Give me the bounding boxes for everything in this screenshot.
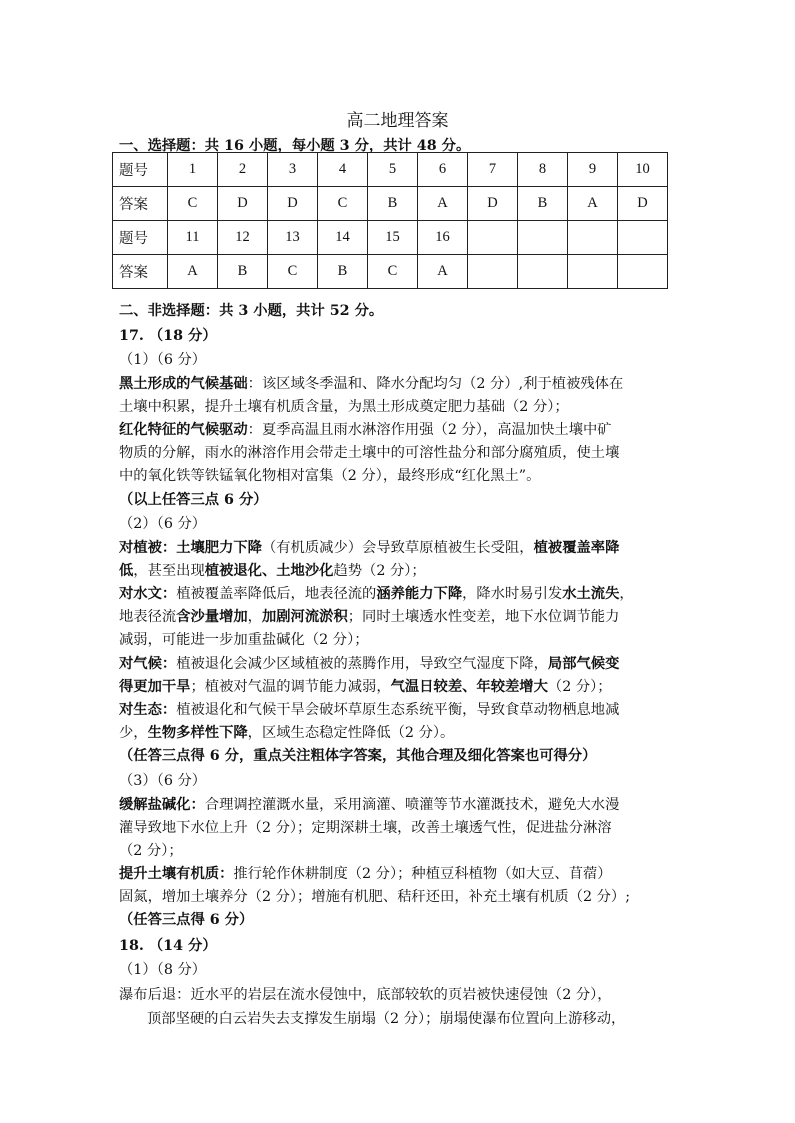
answer-table-cell: D (618, 187, 668, 221)
q17-c1-line3: （2 分）； (119, 843, 183, 859)
answer-table-cell: D (468, 187, 518, 221)
answer-table-cell: 1 (168, 153, 218, 187)
q17-part1-heading: （1）（6 分） (119, 352, 207, 368)
answer-table-cell: A (168, 255, 218, 289)
answer-table-cell: 5 (368, 153, 418, 187)
q17-c1-line2: 灌导致地下水位上升（2 分）；定期深耕土壤，改善土壤透气性，促进盐分淋溶 (119, 820, 612, 836)
answer-table-cell: C (168, 187, 218, 221)
q17-a2-label: 红化特征的气候驱动 (119, 422, 248, 438)
section-1-heading: 一、选择题：共 16 小题，每小题 3 分，共计 48 分。 (119, 138, 471, 154)
answer-table-cell (518, 221, 568, 255)
answer-table-cell: B (218, 255, 268, 289)
q17-note1: （以上任答三点 6 分） (119, 492, 268, 508)
q17-part3-heading: （3）（6 分） (119, 773, 207, 789)
answer-table-cell: 10 (618, 153, 668, 187)
answer-table-cell (618, 255, 668, 289)
q17-b2-line1: 对水文：植被覆盖率降低后，地表径流的涵养能力下降，降水时易引发水土流失， (119, 586, 634, 602)
q17-c1-line1: 缓解盐碱化：合理调控灌溉水量，采用滴灌、喷灌等节水灌溉技术，避免大水漫 (119, 797, 620, 813)
answer-table-cell: A (418, 255, 468, 289)
answer-table-cell: 2 (218, 153, 268, 187)
q17-b4-line2: 少，生物多样性下降，区域生态稳定性降低（2 分）。 (119, 725, 455, 741)
section-2-heading: 二、非选择题：共 3 小题，共计 52 分。 (119, 303, 384, 319)
answer-table-header-cell: 答案 (113, 187, 168, 221)
answer-table-cell: C (368, 255, 418, 289)
q17-b4-line1: 对生态：植被退化和气候干旱会破坏草原生态系统平衡，导致食草动物栖息地减 (119, 702, 620, 718)
q17-b3-line1: 对气候：植被退化会减少区域植被的蒸腾作用，导致空气湿度下降，局部气候变 (119, 656, 620, 672)
answer-table-cell: B (518, 187, 568, 221)
answer-table-cell (518, 255, 568, 289)
answer-table-cell: 16 (418, 221, 468, 255)
q17-b1-line1: 对植被：土壤肥力下降（有机质减少）会导致草原植被生长受阻，植被覆盖率降 (119, 540, 620, 556)
answer-table-cell: B (368, 187, 418, 221)
q17-part2-heading: （2）（6 分） (119, 516, 207, 532)
q17-a1-line1: 黑土形成的气候基础：该区域冬季温和、降水分配均匀（2 分）,利于植被残体在 (119, 376, 624, 392)
answer-table-cell: 15 (368, 221, 418, 255)
answer-table-cell: 6 (418, 153, 468, 187)
answer-table-cell (468, 255, 518, 289)
answer-table-cell: 8 (518, 153, 568, 187)
answer-table-cell: D (218, 187, 268, 221)
q17-c2-line1: 提升土壤有机质：推行轮作休耕制度（2 分）；种植豆科植物（如大豆、苜蓿） (119, 866, 612, 882)
q18-part1-heading: （1）（8 分） (119, 962, 207, 978)
q17-note3: （任答三点得 6 分） (119, 912, 254, 928)
answer-table-row (113, 153, 668, 187)
answer-table (112, 152, 668, 289)
answer-table-cell: B (318, 255, 368, 289)
answer-table-row (113, 221, 668, 255)
q17-b3-line2: 得更加干旱；植被对气温的调节能力减弱，气温日较差、年较差增大（2 分）； (119, 679, 612, 695)
q17-a1-label: 黑土形成的气候基础 (119, 376, 248, 392)
answer-table-cell: 9 (568, 153, 618, 187)
answer-table-cell: C (268, 255, 318, 289)
answer-table-cell: 11 (168, 221, 218, 255)
page-title: 高二地理答案 (346, 111, 449, 131)
answer-table-cell: 14 (318, 221, 368, 255)
q17-a1-line2: 土壤中积累，提升土壤有机质含量，为黑土形成奠定肥力基础（2 分）； (119, 399, 569, 415)
answer-table-row (113, 255, 668, 289)
answer-table-cell: 3 (268, 153, 318, 187)
q17-b2-line2: 地表径流含沙量增加，加剧河流淤积；同时土壤透水性变差，地下水位调节能力 (119, 609, 620, 625)
q17-a2-line1: 红化特征的气候驱动：夏季高温且雨水淋溶作用强（2 分），高温加快土壤中矿 (119, 422, 612, 438)
q17-c2-line2: 固氮，增加土壤养分（2 分）；增施有机肥、秸秆还田，补充土壤有机质（2 分）; (119, 889, 631, 905)
answer-table-cell: A (418, 187, 468, 221)
answer-table-row (113, 187, 668, 221)
q17-note2: （任答三点得 6 分，重点关注粗体字答案，其他合理及细化答案也可得分） (119, 748, 597, 764)
q17-b1-line2: 低，甚至出现植被退化、土地沙化趋势（2 分）； (119, 563, 426, 579)
answer-table-cell: 7 (468, 153, 518, 187)
answer-table-cell (618, 221, 668, 255)
answer-table-cell (568, 255, 618, 289)
q18-heading: 18. （14 分） (119, 938, 217, 954)
q17-b2-line3: 减弱，可能进一步加重盐碱化（2 分）； (119, 632, 369, 648)
q18-line2: 顶部坚硬的白云岩失去支撑发生崩塌（2 分）；崩塌使瀑布位置向上游移动， (147, 1011, 626, 1027)
answer-table-cell (568, 221, 618, 255)
answer-table-cell: C (318, 187, 368, 221)
q17-a2-line3: 中的氧化铁等铁锰氧化物相对富集（2 分），最终形成“红化黑土”。 (119, 468, 541, 484)
answer-table-cell: D (268, 187, 318, 221)
q18-line1: 瀑布后退：近水平的岩层在流水侵蚀中，底部较软的页岩被快速侵蚀（2 分）， (119, 987, 612, 1003)
answer-table-header-cell: 题号 (113, 221, 168, 255)
answer-table-cell: 12 (218, 221, 268, 255)
q17-a2-line2: 物质的分解，雨水的淋溶作用会带走土壤中的可溶性盐分和部分腐殖质，使土壤 (119, 445, 620, 461)
answer-table-header-cell: 答案 (113, 255, 168, 289)
answer-table-cell: 4 (318, 153, 368, 187)
answer-table-cell: 13 (268, 221, 318, 255)
answer-table-cell (468, 221, 518, 255)
q17-heading: 17. （18 分） (119, 328, 217, 344)
answer-table-cell: A (568, 187, 618, 221)
answer-table-header-cell: 题号 (113, 153, 168, 187)
